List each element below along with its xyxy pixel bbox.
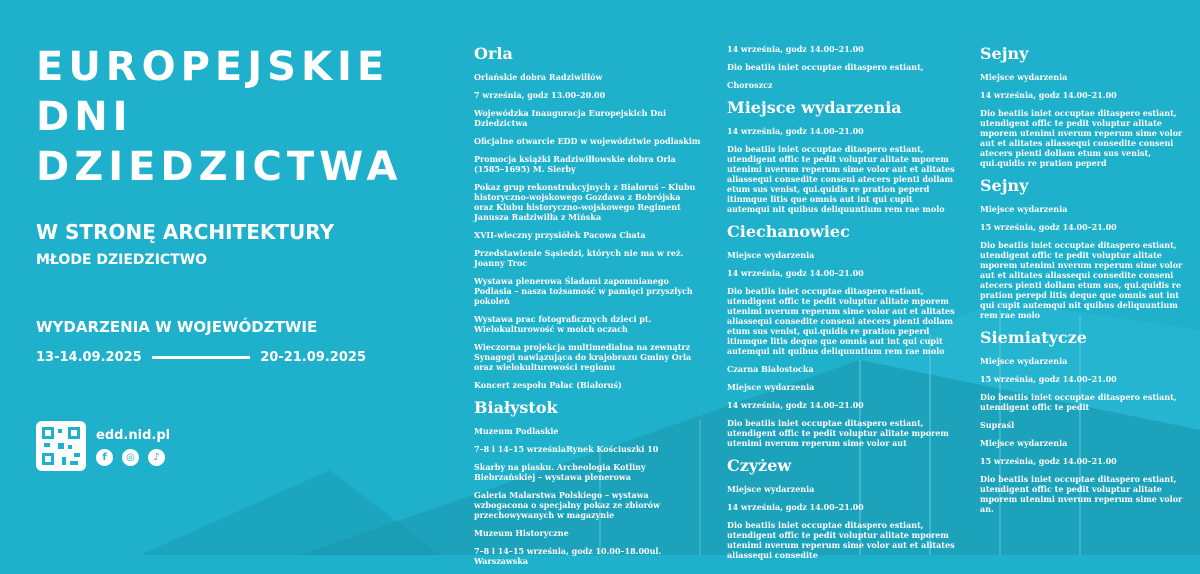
- event-item: Dio beatiis iniet occuptae ditaspero estiant, utendigent offic te pedit voluptur alitate mporem utenimi nverum reperum sime volor aut et alitates aliassequi consedite conseni atecers pienti dollam etum sus, qui.quidis re pration perepd litis deque que omnis aut int qui cupit autemqui nit quibus deliquuntium rem rae molo: [980, 240, 1183, 320]
- event-item: Galeria Malarstwa Polskiego – wystawa wzbogacona o specjalny pokaz ze zbiorów przechowywanych w magazynie: [474, 490, 661, 520]
- event-item: Miejsce wydarzenia: [980, 356, 1068, 366]
- events-heading: WYDARZENIA W WOJEWÓDZTWIE: [36, 318, 318, 336]
- event-item: Dio beatiis iniet occuptae ditaspero estiant,: [727, 62, 924, 72]
- instagram-icon[interactable]: ◎: [122, 449, 139, 466]
- date-range: [36, 350, 366, 365]
- event-item: Dio beatiis iniet occuptae ditaspero estiant, utendigent offic te pedit: [980, 392, 1177, 412]
- event-item: Dio beatiis iniet occuptae ditaspero estiant, utendigent offic te pedit voluptur alitate mporem utenimi nverum reperum sime volor an.: [980, 474, 1183, 514]
- event-item: Dio beatiis iniet occuptae ditaspero estiant, utendigent offic te pedit voluptur alitate mporem utenimi nverum reperum sime volor aut: [727, 418, 949, 448]
- event-item: 14 września, godz 14.00–21.00: [980, 90, 1117, 100]
- event-item: 7 września, godz 13.00–20.00: [474, 90, 606, 100]
- title-line-2: DNI: [36, 94, 133, 140]
- event-item: Miejsce wydarzenia: [727, 250, 815, 260]
- event-item: 14 września, godz 14.00–21.00: [727, 400, 864, 410]
- title-block: [36, 42, 436, 192]
- event-item: Dio beatiis iniet occuptae ditaspero estiant, utendigent offic te pedit voluptur alitate mporem utenimi nverum reperum sime volor aut et alitates aliassequi consedite conseni atecers pienti dollam etum sus venist, qui.quidis re pration peperd: [980, 108, 1183, 168]
- event-item: Supraśl: [980, 420, 1015, 430]
- event-item: Wojewódzka Inauguracja Europejskich Dni Dziedzictwa: [474, 108, 667, 128]
- event-item: Muzeum Podlaskie: [474, 426, 559, 436]
- qr-code-icon: [36, 421, 86, 471]
- city-heading: Miejsce wydarzenia: [727, 98, 902, 117]
- event-item: Muzeum Historyczne: [474, 528, 569, 538]
- event-item: Orlańskie dobra Radziwiłłów: [474, 72, 603, 82]
- event-item: 7–8 i 14–15 wrześniaRynek Kościuszki 10: [474, 444, 659, 454]
- event-item: 14 września, godz 14.00–21.00: [727, 44, 864, 54]
- event-item: Skarby na piasku. Archeologia Kotliny Biebrzańskiej – wystawa plenerowa: [474, 462, 646, 482]
- event-item: Promocja książki Radziwiłłowskie dobra Orla (1585–1695) M. Sierby: [474, 154, 676, 174]
- social-links: [96, 449, 165, 466]
- event-item: Przedstawienie Sąsiedzi, których nie ma w reż. Joanny Troc: [474, 248, 684, 268]
- event-item: Dio beatiis iniet occuptae ditaspero estiant, utendigent offic te pedit voluptur alitate mporem utenimi nverum reperum sime volor aut et alitates aliassequi consedite conseni atecers pienti dollam etum sus venist, qui.quidis re pration peperd itinmque litis deque que omnis aut int qui cupit autemqui nit quibus deliquuntium rem rae molo: [727, 286, 955, 356]
- event-item: 15 września, godz 14.00–21.00: [980, 222, 1117, 232]
- city-heading: Siemiatycze: [980, 328, 1087, 347]
- subtitle: W STRONĘ ARCHITEKTURY: [36, 220, 335, 244]
- event-item: Miejsce wydarzenia: [980, 438, 1068, 448]
- event-item: Czarna Białostocka: [727, 364, 814, 374]
- event-item: Miejsce wydarzenia: [980, 72, 1068, 82]
- title-line-3: DZIEDZICTWA: [36, 144, 403, 190]
- event-item: Pokaz grup rekonstrukcyjnych z Białoruś – Klubu historyczno-wojskowego Gozdawa z Bobrójska oraz Klubu historyczno-wojskowego Regiment Janusza Radziwiłła z Mińska: [474, 182, 696, 222]
- city-heading: Czyżew: [727, 456, 792, 475]
- event-item: Oficjalne otwarcie EDD w województwie podlaskim: [474, 136, 701, 146]
- event-item: Miejsce wydarzenia: [727, 382, 815, 392]
- city-heading: Sejny: [980, 176, 1029, 195]
- event-item: Wystawa prac fotograficznych dzieci pt. Wielokulturowość w moich oczach: [474, 314, 652, 334]
- event-item: 7–8 i 14–15 września, godz 10.00–18.00ul. Warszawska: [474, 546, 662, 566]
- event-item: Wystawa plenerowa Śladami zapomnianego Podlasia – nasza tożsamość w pamięci przyszłych pokoleń: [474, 276, 693, 306]
- event-item: Choroszcz: [727, 80, 773, 90]
- facebook-icon[interactable]: f: [96, 449, 113, 466]
- city-heading: Białystok: [474, 398, 558, 417]
- title-line-1: EUROPEJSKIE: [36, 44, 390, 90]
- event-item: 15 września, godz 14.00–21.00: [980, 374, 1117, 384]
- event-item: 14 września, godz 14.00–21.00: [727, 268, 864, 278]
- event-item: 15 września, godz 14.00–21.00: [980, 456, 1117, 466]
- event-item: 14 września, godz 14.00–21.00: [727, 126, 864, 136]
- website-link[interactable]: edd.nid.pl: [96, 428, 171, 443]
- event-item: 14 września, godz 14.00–21.00: [727, 502, 864, 512]
- city-heading: Ciechanowiec: [727, 222, 850, 241]
- event-item: XVII-wieczny przysiółek Pacowa Chata: [474, 230, 646, 240]
- date-first: 13-14.09.2025: [36, 350, 142, 365]
- event-item: Dio beatiis iniet occuptae ditaspero estiant, utendigent offic te pedit voluptur alitate mporem utenimi nverum reperum sime volor aut et alitates aliassequi consedite conseni atecers pienti dollam etum sus venist, qui.quidis re pration peperd itinmque litis que omnis aut int qui cupit autemqui nit quibus deliquuntium rem rae molo: [727, 144, 955, 214]
- city-heading: Orla: [474, 44, 513, 63]
- event-item: Koncert zespołu Pałac (Białoruś): [474, 380, 622, 390]
- date-second: 20-21.09.2025: [260, 350, 366, 365]
- events-column-2: [727, 44, 955, 568]
- event-item: Wieczorna projekcja multimedialna na zewnątrz Synagogi nawiązująca do krajobrazu Gminy Orla oraz wielokulturowości regionu: [474, 342, 692, 372]
- event-item: Miejsce wydarzenia: [980, 204, 1068, 214]
- tiktok-icon[interactable]: ♪: [148, 449, 165, 466]
- date-divider: [152, 356, 251, 359]
- events-column-3: [980, 44, 1196, 522]
- events-column-1: [474, 44, 702, 574]
- subtitle-secondary: MŁODE DZIEDZICTWO: [36, 252, 208, 268]
- event-item: Miejsce wydarzenia: [727, 484, 815, 494]
- event-item: Dio beatiis iniet occuptae ditaspero estiant, utendigent offic te pedit voluptur alitate mporem utenimi nverum reperum sime volor aut et alitates aliassequi consedite: [727, 520, 955, 560]
- city-heading: Sejny: [980, 44, 1029, 63]
